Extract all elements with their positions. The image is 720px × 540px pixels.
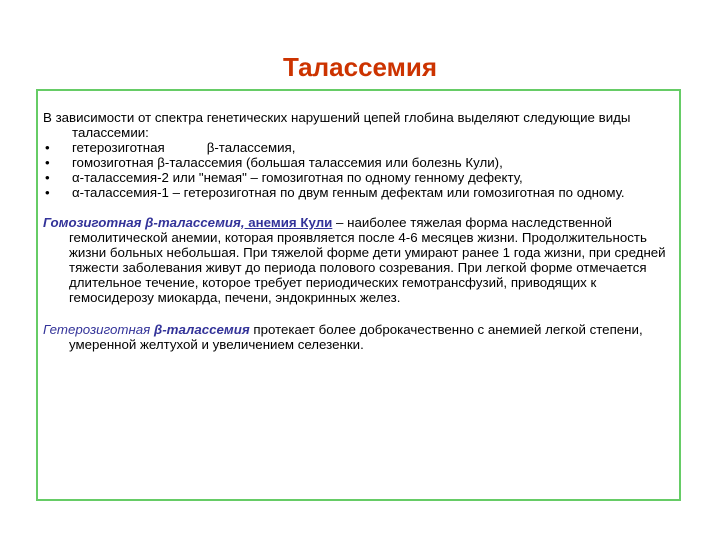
list-item-prefix: гетерозиготная: [72, 140, 165, 155]
bullet-icon: •: [45, 155, 50, 170]
list-item: [43, 155, 683, 170]
list-item: [43, 170, 683, 185]
list-item-text: β-талассемия,: [206, 140, 296, 155]
kuli-anemia-link[interactable]: анемия Кули: [244, 215, 333, 230]
list-item: [43, 140, 683, 155]
list-item-text: α-талассемия-1 – гетерозиготная по двум генным дефектам или гомозиготная по одному.: [72, 185, 625, 200]
homozygous-text: – наиболее тяжелая форма наследственной гемолитической анемии, которая проявляется после 4-6 месяцев жизни. Продолжительность жизни больных небольшая. При тяжелой форме дети умирают ранее 1 года жизни, при средней тяжести заболевания живут до периода полового созревания. При легкой форме отмечается длительное течение, которое требует периодических гемотрансфузий, приводящих к гемосидерозу миокарда, печени, эндокринных желез.: [69, 215, 666, 305]
heterozygous-term: [43, 322, 250, 337]
heterozygous-paragraph: [43, 322, 683, 352]
homozygous-term-a: Гомозиготная: [43, 215, 146, 230]
list-item-text: α-талассемия-2 или "немая" – гомозиготная по одному генному дефекту,: [72, 170, 523, 185]
bullet-icon: •: [45, 140, 50, 155]
homozygous-term-beta: β-талассемия,: [145, 215, 245, 230]
content-body: [43, 110, 683, 352]
heterozygous-text: протекает более доброкачественно с анемией легкой степени, умеренной желтухой и увеличением селезенки.: [69, 322, 643, 352]
intro-text: В зависимости от спектра генетических нарушений цепей глобина выделяют следующие виды талассемии:: [43, 110, 631, 140]
heterozygous-term-beta: β-талассемия: [153, 322, 250, 337]
slide-title: Талассемия: [282, 52, 438, 82]
homozygous-term: [43, 215, 332, 230]
list-item-text: гомозиготная β-талассемия (большая талассемия или болезнь Кули),: [72, 155, 503, 170]
list-item: [43, 185, 683, 200]
heterozygous-term-a: Гетерозиготная: [43, 322, 154, 337]
homozygous-paragraph: [43, 215, 683, 305]
thalassemia-types-list: [43, 140, 683, 200]
bullet-icon: •: [45, 185, 50, 200]
bullet-icon: •: [45, 170, 50, 185]
